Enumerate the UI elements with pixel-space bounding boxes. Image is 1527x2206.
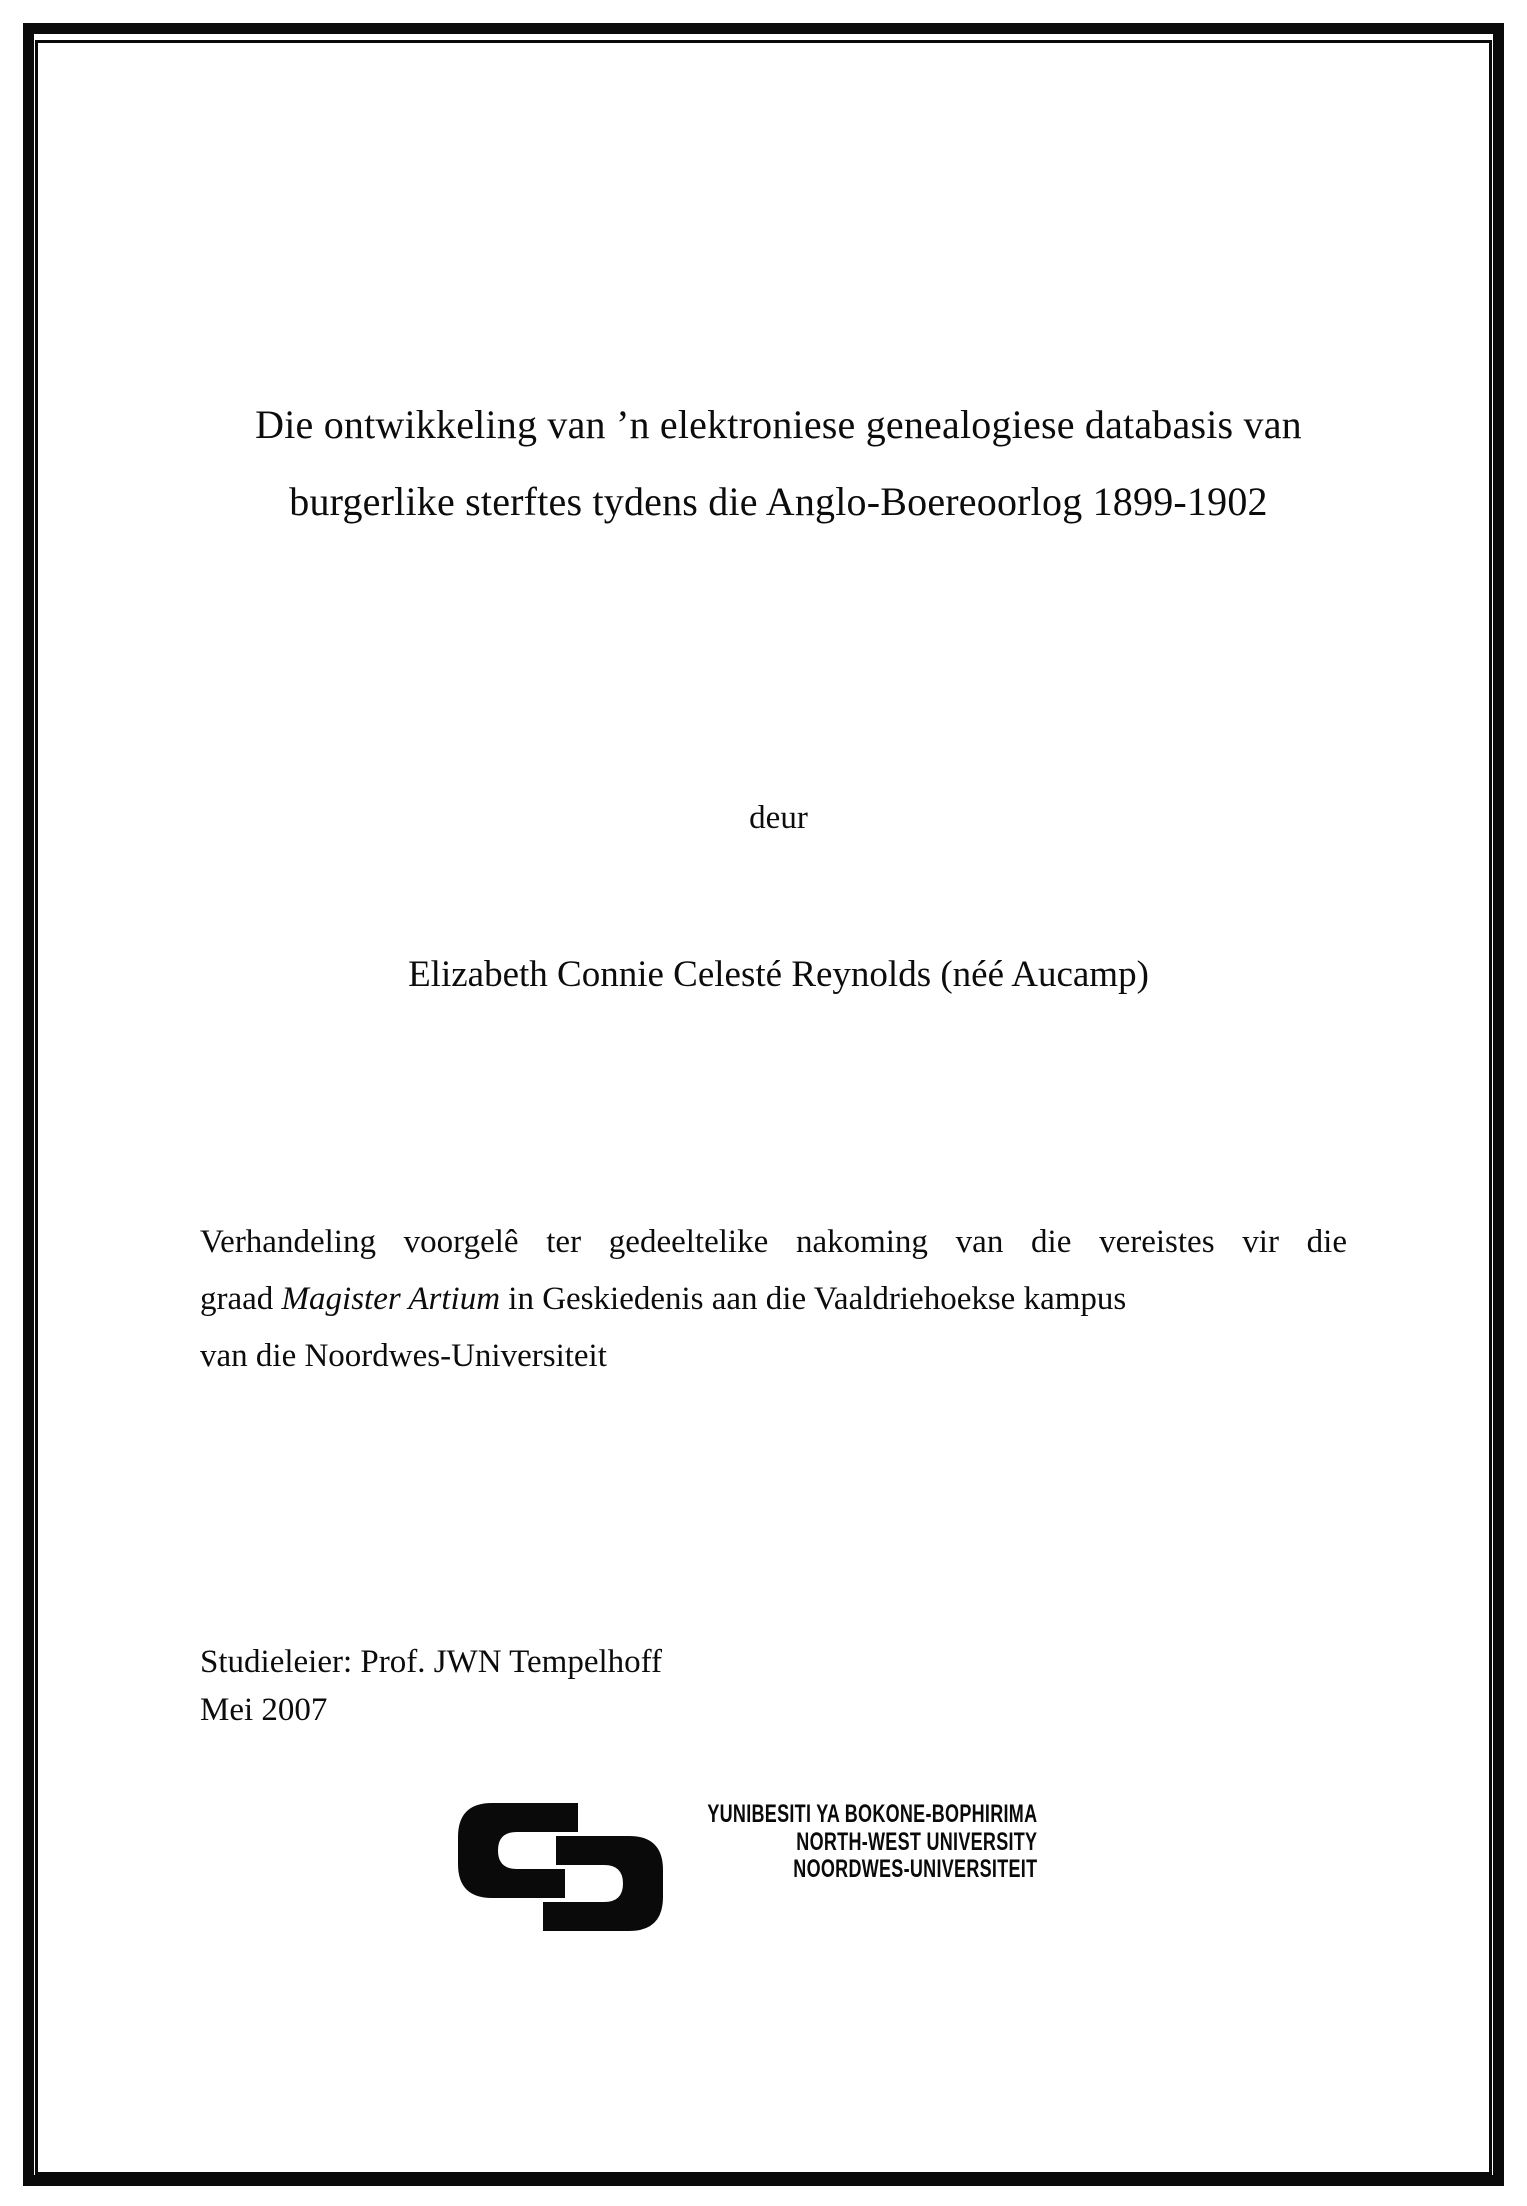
submission-line2-pre: graad: [200, 1281, 282, 1317]
thesis-title-line1: Die ontwikkeling van ’n elektroniese genealogiese databasis van: [255, 402, 1302, 447]
supervisor-block: [200, 1638, 1357, 1734]
submission-line1: Verhandeling voorgelê ter gedeeltelike nakoming van die vereistes vir die: [200, 1224, 1347, 1260]
submission-statement: [200, 1214, 1347, 1385]
university-name-english: NORTH-WEST UNIVERSITY: [795, 1827, 1037, 1856]
submission-line2: [200, 1271, 1347, 1328]
author-name: Elizabeth Connie Celesté Reynolds (néé Aucamp): [408, 954, 1149, 995]
thesis-title-line2: burgerlike sterftes tydens die Anglo-Boereoorlog 1899-1902: [289, 479, 1268, 524]
supervisor-line: Studieleier: Prof. JWN Tempelhoff: [200, 1644, 663, 1680]
submission-line3: van die Noordwes-Universiteit: [200, 1338, 607, 1374]
university-name-afrikaans: NOORDWES-UNIVERSITEIT: [792, 1855, 1037, 1883]
degree-name-italic: Magister Artium: [281, 1281, 501, 1317]
thesis-title: [200, 386, 1357, 540]
submission-line2-post: in Geskiedenis aan die Vaaldriehoekse kampus: [500, 1281, 1127, 1317]
university-wordmark: [707, 1801, 1037, 1884]
university-name-setswana: YUNIBESITI YA BOKONE-BOPHIRIMA: [706, 1800, 1037, 1828]
date-line: Mei 2007: [200, 1692, 328, 1728]
byline-deur: deur: [749, 800, 808, 836]
nwu-interlocking-links-logo-icon: [458, 1803, 663, 1931]
